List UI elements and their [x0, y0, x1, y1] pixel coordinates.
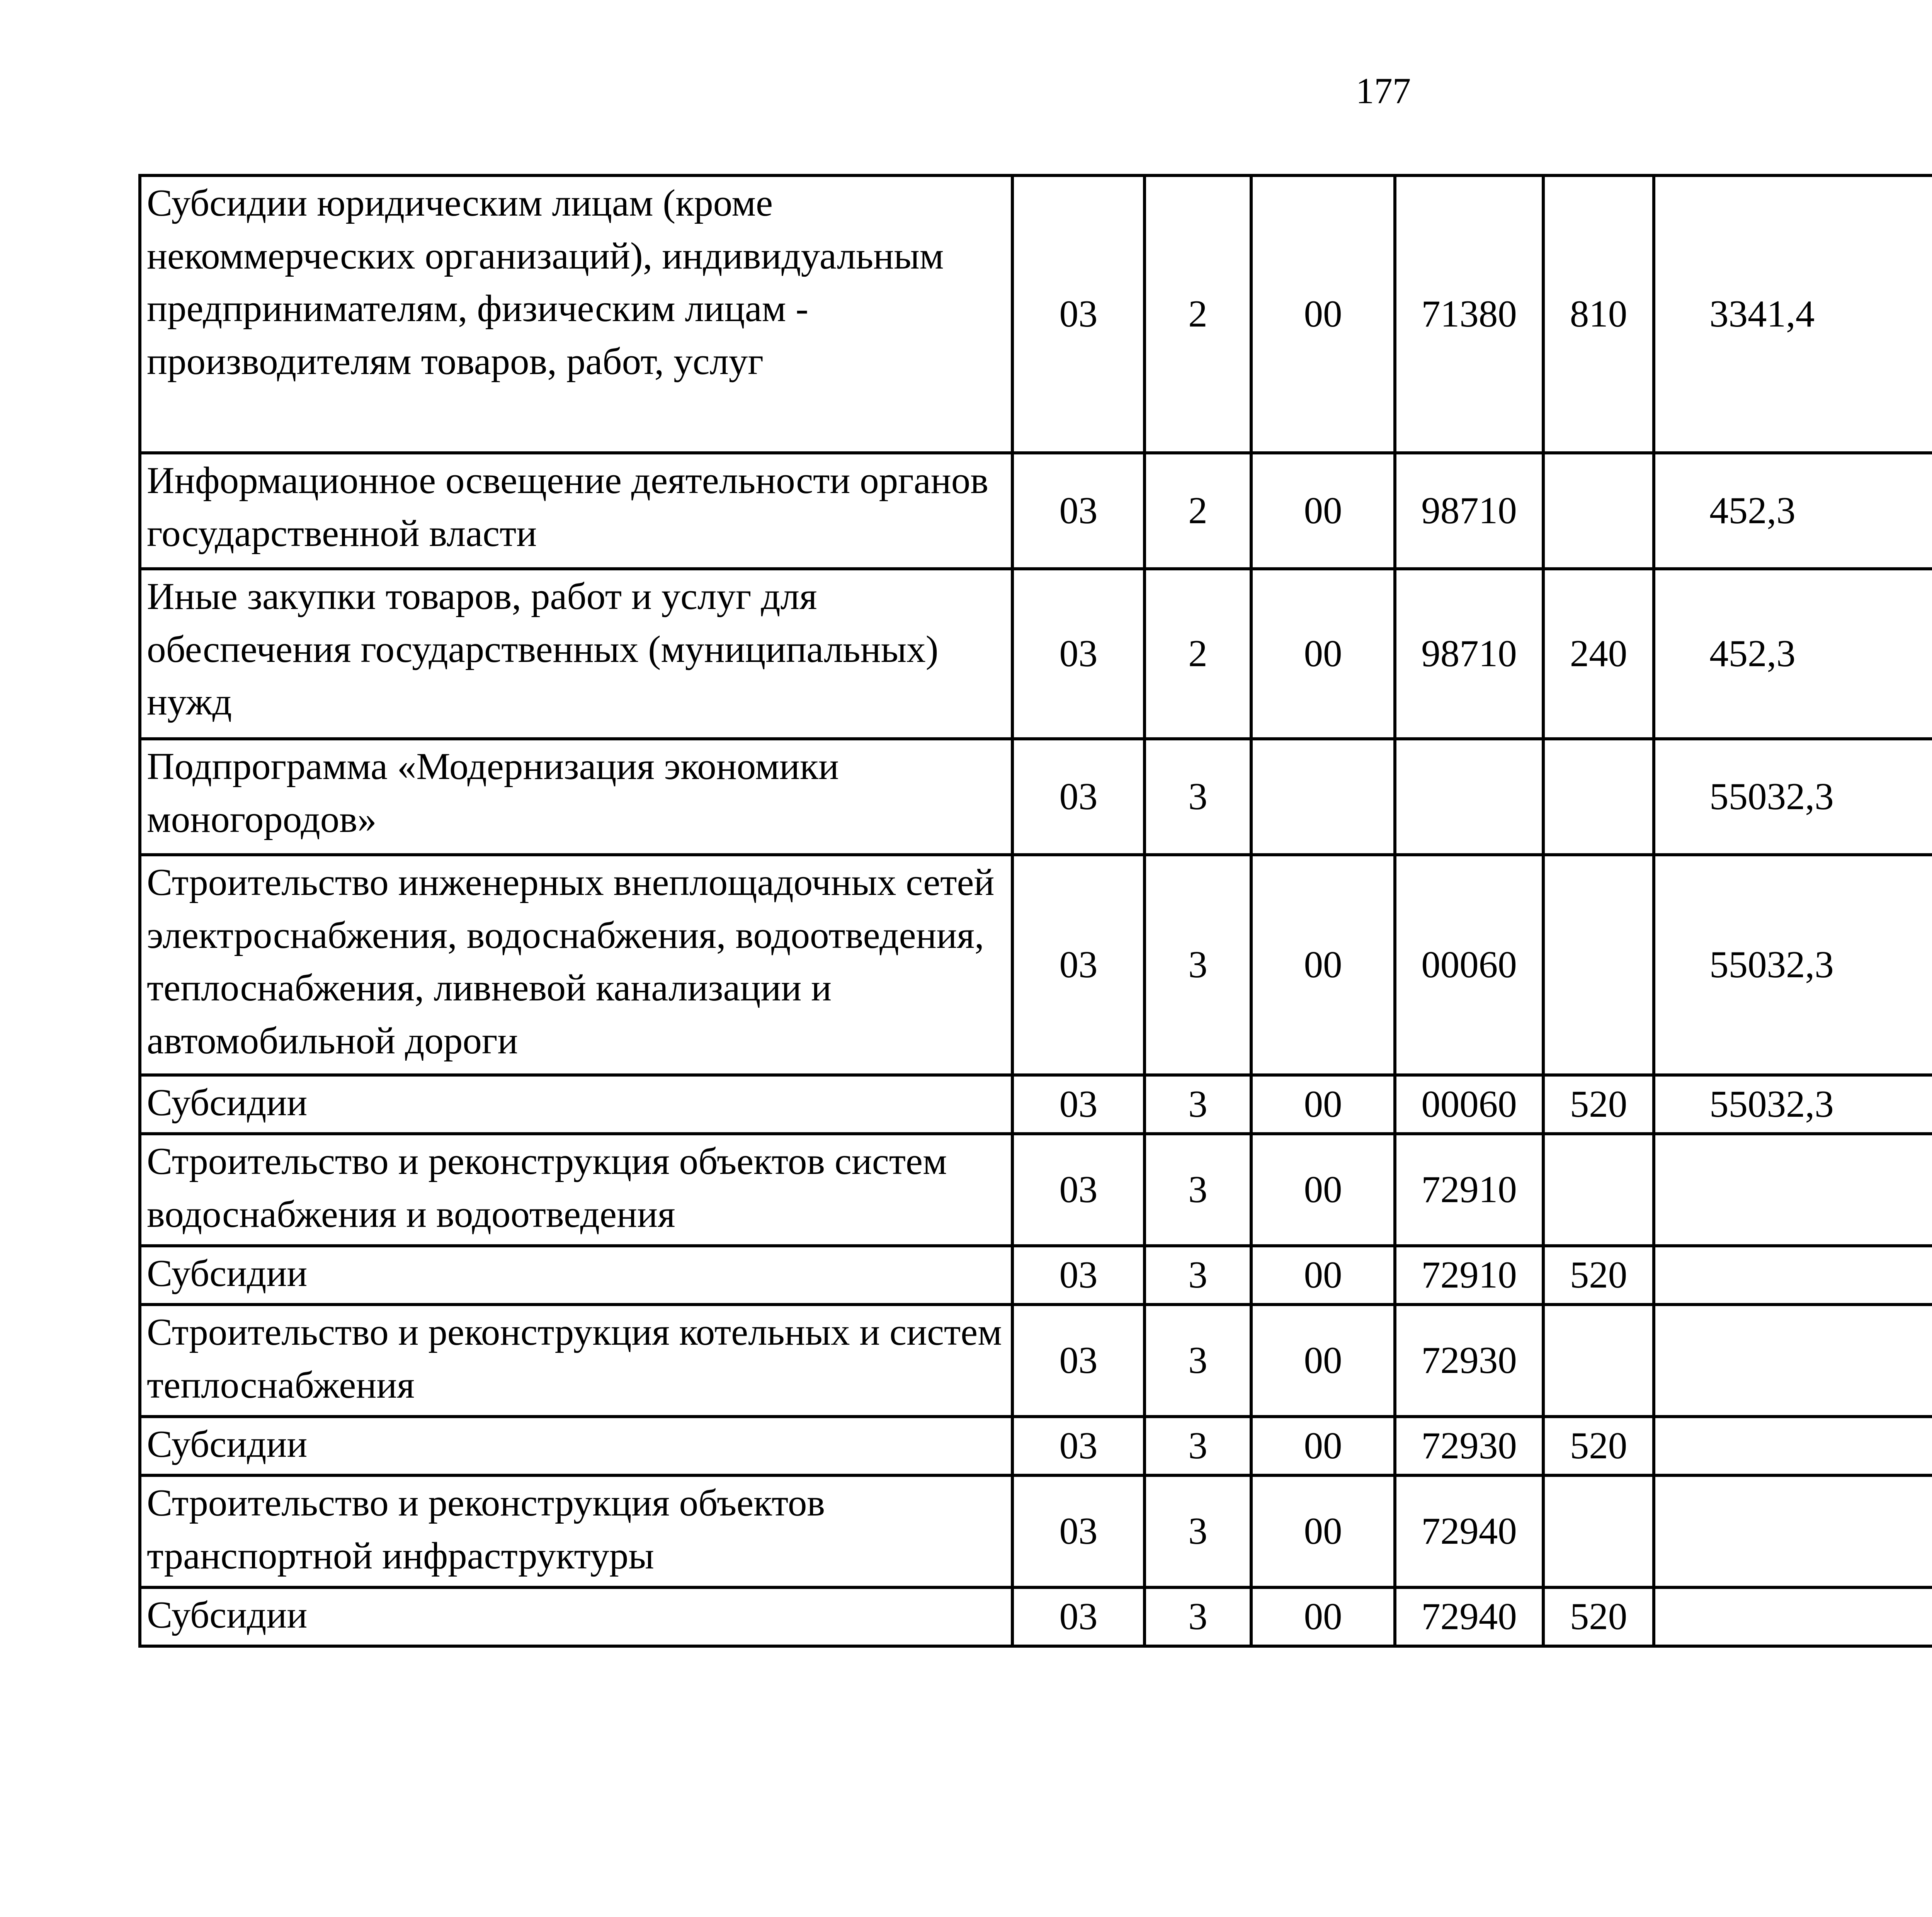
section-code-cell: 03 — [1012, 1134, 1145, 1246]
direction-code-cell: 98710 — [1395, 569, 1543, 739]
row-name-cell: Субсидии — [140, 1075, 1012, 1134]
subprogram-code-cell: 3 — [1145, 1475, 1251, 1587]
page-number: 177 — [1355, 70, 1411, 111]
expense-type-cell — [1543, 855, 1654, 1075]
group-code-cell: 00 — [1251, 1417, 1395, 1475]
amount-1-cell: 55032,3 — [1654, 739, 1932, 855]
row-name-cell: Строительство инженерных внеплощадочных сетей электроснабжения, водоснабжения, водоотведения, теплоснабжения, ливневой канализации и автомобильной дороги — [140, 855, 1012, 1075]
expense-type-cell: 520 — [1543, 1417, 1654, 1475]
group-code-cell: 00 — [1251, 175, 1395, 453]
table-row — [140, 855, 1932, 1075]
row-name-cell: Строительство и реконструкция объектов систем водоснабжения и водоотведения — [140, 1134, 1012, 1246]
row-name-cell: Информационное освещение деятельности органов государственной власти — [140, 453, 1012, 569]
amount-1-cell: 3341,4 — [1654, 175, 1932, 453]
expense-type-cell: 520 — [1543, 1246, 1654, 1305]
row-name-cell: Строительство и реконструкция котельных и систем теплоснабжения — [140, 1305, 1012, 1417]
amount-1-cell: 55032,3 — [1654, 1075, 1932, 1134]
amount-1-cell — [1654, 1475, 1932, 1587]
table-row — [140, 1305, 1932, 1417]
table-row — [140, 453, 1932, 569]
section-code-cell: 03 — [1012, 453, 1145, 569]
amount-1-cell — [1654, 1246, 1932, 1305]
subprogram-code-cell: 3 — [1145, 739, 1251, 855]
group-code-cell: 00 — [1251, 1075, 1395, 1134]
section-code-cell: 03 — [1012, 569, 1145, 739]
section-code-cell: 03 — [1012, 1475, 1145, 1587]
direction-code-cell: 98710 — [1395, 453, 1543, 569]
section-code-cell: 03 — [1012, 1246, 1145, 1305]
subprogram-code-cell: 3 — [1145, 1417, 1251, 1475]
section-code-cell: 03 — [1012, 1417, 1145, 1475]
table-row — [140, 1134, 1932, 1246]
amount-1-cell: 452,3 — [1654, 569, 1932, 739]
table-row — [140, 175, 1932, 453]
row-name-cell: Строительство и реконструкция объектов транспортной инфраструктуры — [140, 1475, 1012, 1587]
group-code-cell: 00 — [1251, 1246, 1395, 1305]
subprogram-code-cell: 3 — [1145, 1305, 1251, 1417]
direction-code-cell: 00060 — [1395, 855, 1543, 1075]
expense-type-cell: 240 — [1543, 569, 1654, 739]
expense-type-cell — [1543, 1134, 1654, 1246]
expense-type-cell: 520 — [1543, 1587, 1654, 1646]
group-code-cell: 00 — [1251, 855, 1395, 1075]
row-name-cell: Иные закупки товаров, работ и услуг для обеспечения государственных (муниципальных) нужд — [140, 569, 1012, 739]
expense-type-cell — [1543, 453, 1654, 569]
subprogram-code-cell: 3 — [1145, 1246, 1251, 1305]
section-code-cell: 03 — [1012, 175, 1145, 453]
section-code-cell: 03 — [1012, 1075, 1145, 1134]
direction-code-cell: 72910 — [1395, 1246, 1543, 1305]
amount-1-cell — [1654, 1587, 1932, 1646]
row-name-cell: Субсидии юридическим лицам (кроме некоммерческих организаций), индивидуальным предпринимателям, физическим лицам - производителям товаров, работ, услуг — [140, 175, 1012, 453]
group-code-cell: 00 — [1251, 1134, 1395, 1246]
section-code-cell: 03 — [1012, 1305, 1145, 1417]
group-code-cell: 00 — [1251, 569, 1395, 739]
expense-type-cell: 520 — [1543, 1075, 1654, 1134]
expense-type-cell — [1543, 739, 1654, 855]
amount-1-cell — [1654, 1417, 1932, 1475]
subprogram-code-cell: 3 — [1145, 1134, 1251, 1246]
budget-table-body — [140, 175, 1932, 1646]
budget-table — [138, 174, 1932, 1648]
table-row — [140, 569, 1932, 739]
direction-code-cell — [1395, 739, 1543, 855]
expense-type-cell — [1543, 1475, 1654, 1587]
expense-type-cell — [1543, 1305, 1654, 1417]
group-code-cell: 00 — [1251, 453, 1395, 569]
subprogram-code-cell: 2 — [1145, 569, 1251, 739]
subprogram-code-cell: 2 — [1145, 175, 1251, 453]
section-code-cell: 03 — [1012, 739, 1145, 855]
group-code-cell: 00 — [1251, 1475, 1395, 1587]
row-name-cell: Субсидии — [140, 1587, 1012, 1646]
row-name-cell: Субсидии — [140, 1246, 1012, 1305]
amount-1-cell: 452,3 — [1654, 453, 1932, 569]
direction-code-cell: 72940 — [1395, 1587, 1543, 1646]
table-row — [140, 1475, 1932, 1587]
direction-code-cell: 72940 — [1395, 1475, 1543, 1587]
table-row — [140, 1075, 1932, 1134]
row-name-cell: Подпрограмма «Модернизация экономики моногородов» — [140, 739, 1012, 855]
subprogram-code-cell: 3 — [1145, 1075, 1251, 1134]
table-row — [140, 1587, 1932, 1646]
direction-code-cell: 72910 — [1395, 1134, 1543, 1246]
section-code-cell: 03 — [1012, 1587, 1145, 1646]
amount-1-cell: 55032,3 — [1654, 855, 1932, 1075]
direction-code-cell: 71380 — [1395, 175, 1543, 453]
expense-type-cell: 810 — [1543, 175, 1654, 453]
group-code-cell: 00 — [1251, 1305, 1395, 1417]
amount-1-cell — [1654, 1305, 1932, 1417]
subprogram-code-cell: 3 — [1145, 855, 1251, 1075]
direction-code-cell: 72930 — [1395, 1305, 1543, 1417]
amount-1-cell — [1654, 1134, 1932, 1246]
row-name-cell: Субсидии — [140, 1417, 1012, 1475]
section-code-cell: 03 — [1012, 855, 1145, 1075]
group-code-cell: 00 — [1251, 1587, 1395, 1646]
table-row — [140, 739, 1932, 855]
table-row — [140, 1246, 1932, 1305]
direction-code-cell: 72930 — [1395, 1417, 1543, 1475]
direction-code-cell: 00060 — [1395, 1075, 1543, 1134]
group-code-cell — [1251, 739, 1395, 855]
subprogram-code-cell: 2 — [1145, 453, 1251, 569]
table-row — [140, 1417, 1932, 1475]
subprogram-code-cell: 3 — [1145, 1587, 1251, 1646]
